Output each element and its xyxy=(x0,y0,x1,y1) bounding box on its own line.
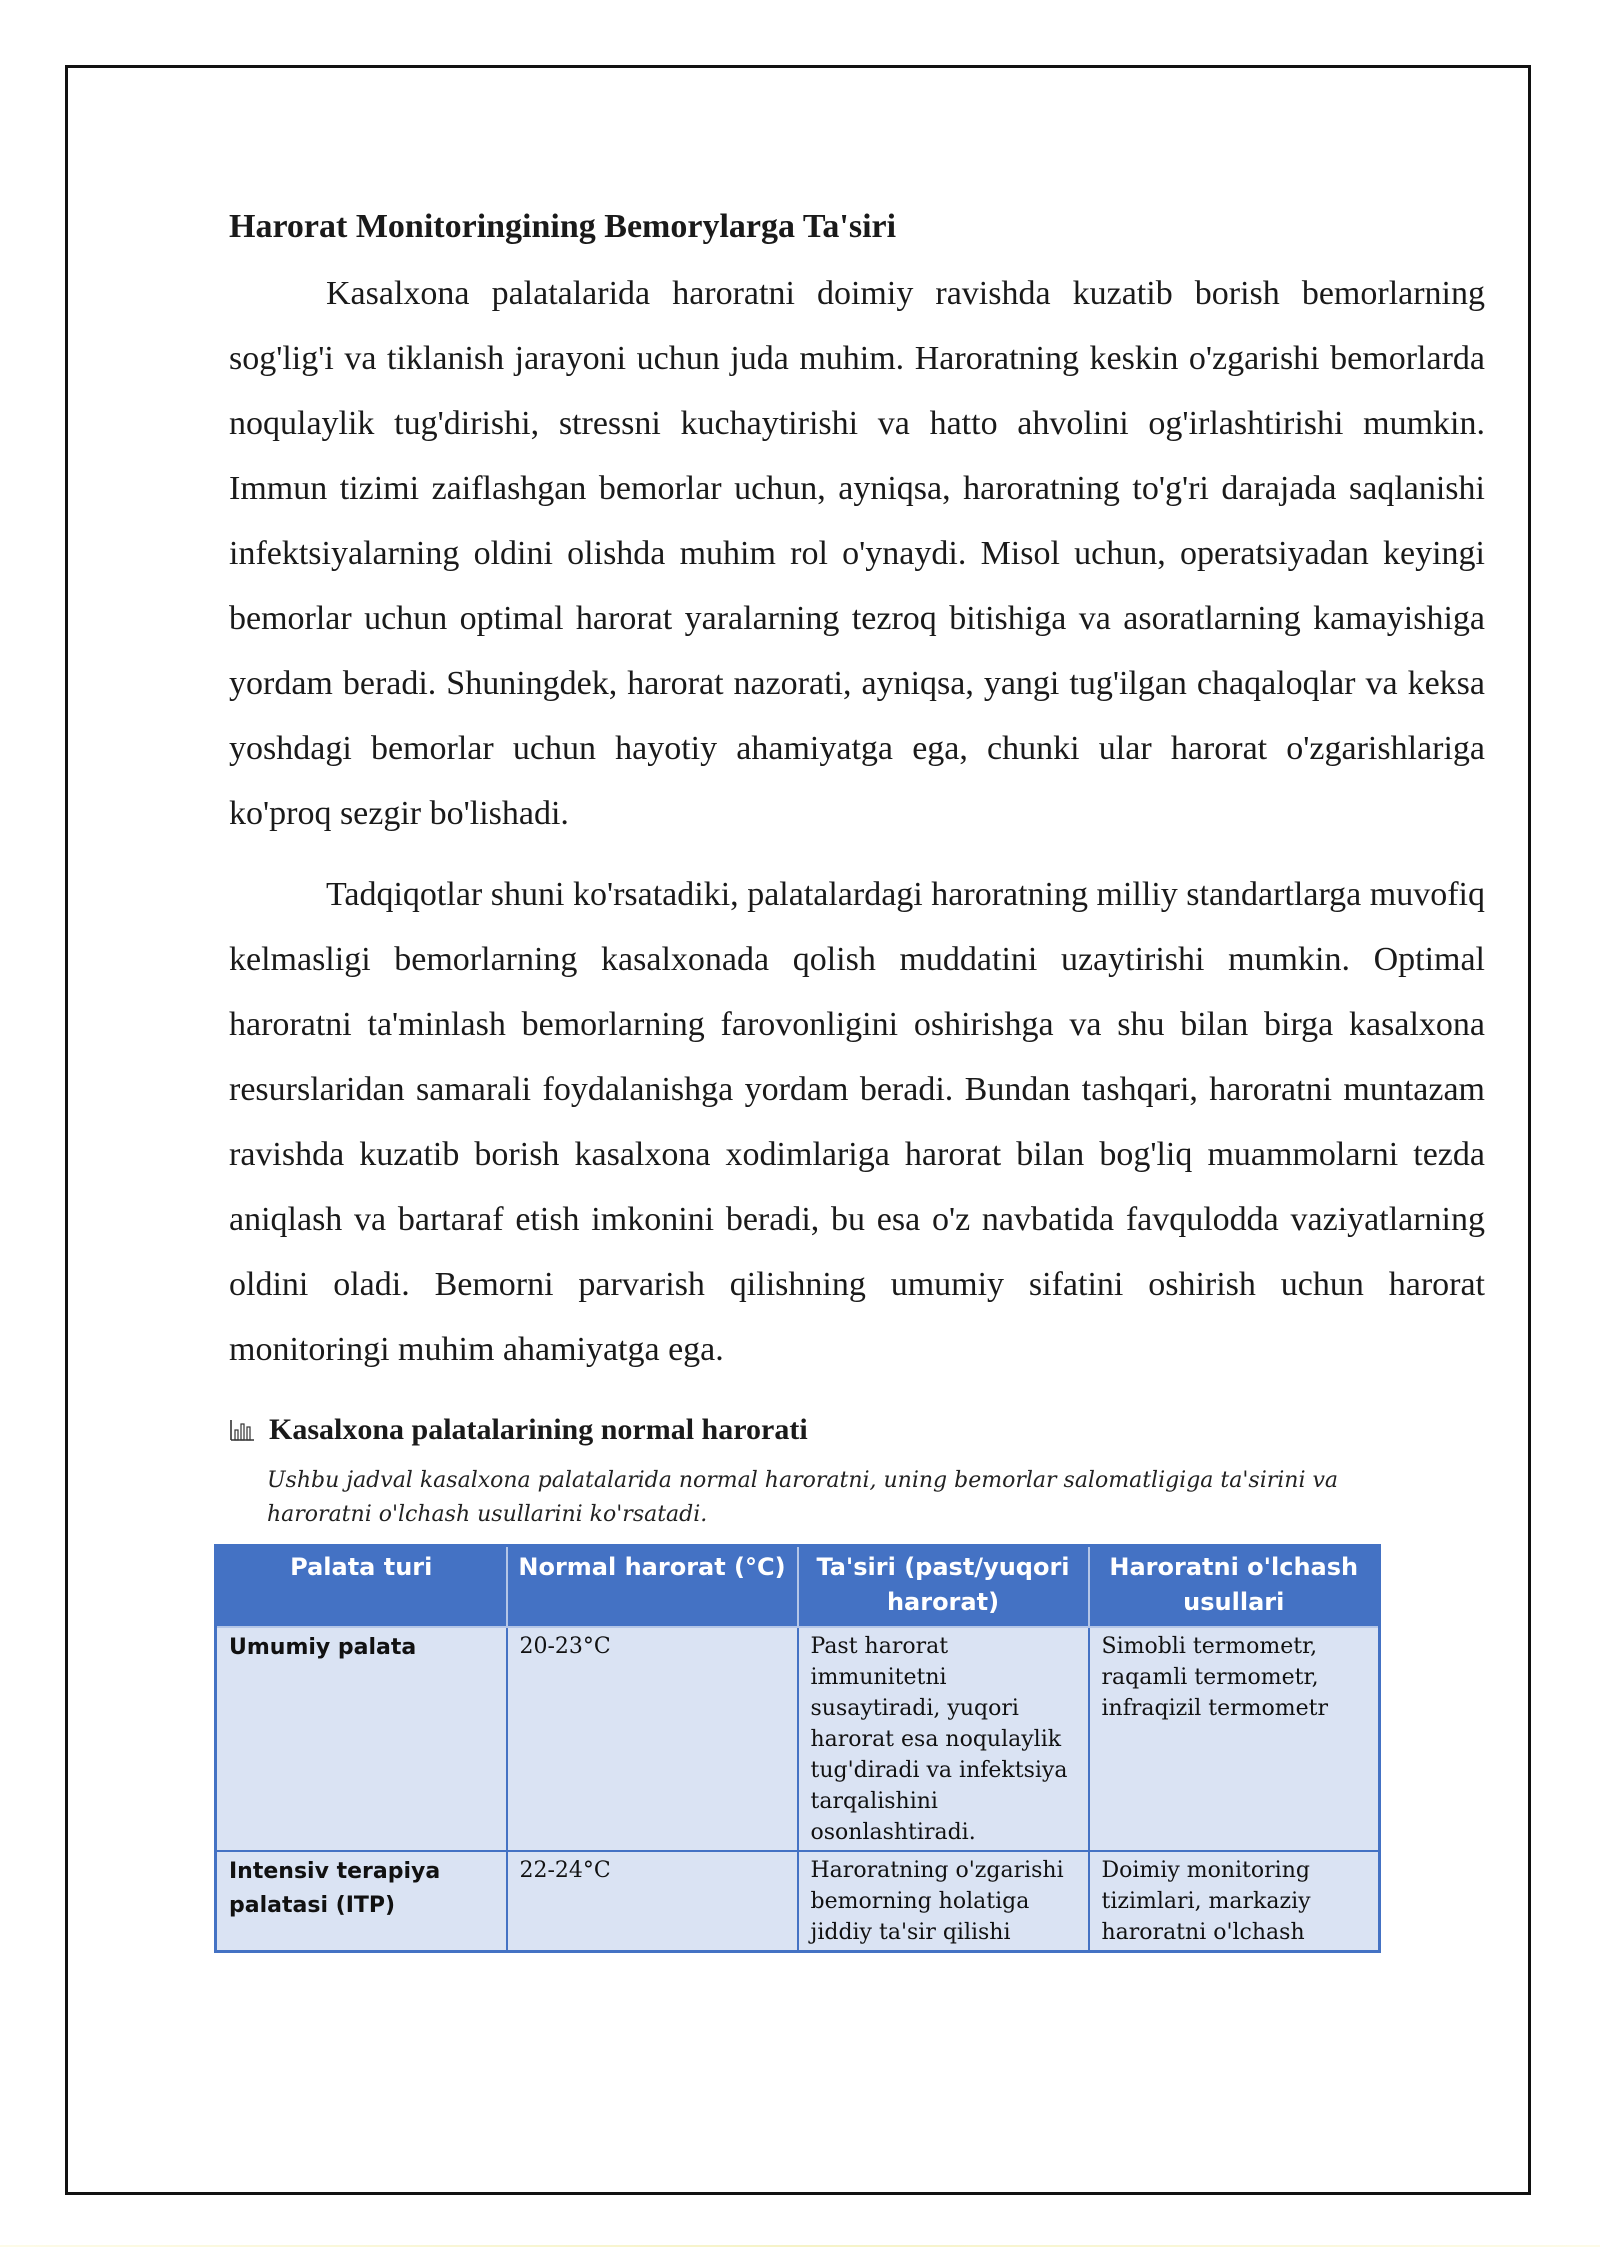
methods-cell: Simobli termometr, raqamli termometr, infraqizil termometr xyxy=(1089,1627,1380,1851)
bar-chart-icon xyxy=(229,1418,257,1442)
column-header: Normal harorat (°C) xyxy=(507,1546,798,1628)
table-row xyxy=(216,1627,1380,1851)
temperature-cell: 20-23°C xyxy=(507,1627,798,1851)
paragraph-1: Kasalxona palatalarida haroratni doimiy ravishda kuzatib borish bemorlarning sog'lig'i va tiklanish jarayoni uchun juda muhim. Haroratning keskin o'zgarishi bemorlarda noqulaylik tug'dirishi, stressni kuchaytirishi va hatto ahvolini og'irlashtirishi mumkin. Immun tizimi zaiflashgan bemorlar uchun, ayniqsa, haroratning to'g'ri darajada saqlanishi infektsiyalarning oldini olishda muhim rol o'ynaydi. Misol uchun, operatsiyadan keyingi bemorlar uchun optimal harorat yaralarning tezroq bitishiga va asoratlarning kamayishiga yordam beradi. Shuningdek, harorat nazorati, ayniqsa, yangi tug'ilgan chaqaloqlar va keksa yoshdagi bemorlar uchun hayotiy ahamiyatga ega, chunki ular harorat o'zgarishlariga ko'proq sezgir bo'lishadi. xyxy=(229,275,1485,832)
effect-cell: Past harorat immunitetni susaytiradi, yuqori harorat esa noqulaylik tug'diradi va infektsiya tarqalishini osonlashtiradi. xyxy=(798,1627,1089,1851)
table-caption: Ushbu jadval kasalxona palatalarida normal haroratni, uning bemorlar salomatligiga ta'sirini va haroratni o'lchash usullarini ko'rsatadi. xyxy=(267,1468,1339,1527)
ward-temperature-table xyxy=(214,1544,1381,1953)
column-header: Haroratni o'lchash usullari xyxy=(1089,1546,1380,1628)
table-row xyxy=(216,1851,1380,1952)
ward-type-cell: Umumiy palata xyxy=(216,1627,507,1851)
column-header: Palata turi xyxy=(216,1546,507,1628)
table-section-heading xyxy=(229,1410,1485,1450)
methods-cell: Doimiy monitoring tizimlari, markaziy haroratni o'lchash xyxy=(1089,1851,1380,1952)
column-header: Ta'siri (past/yuqori harorat) xyxy=(798,1546,1089,1628)
page-bottom-edge xyxy=(0,2245,1600,2247)
document-title: Harorat Monitoringining Bemorylarga Ta'siri xyxy=(229,208,897,245)
table-heading-text: Kasalxona palatalarining normal harorati xyxy=(269,1413,808,1446)
table-header-row xyxy=(216,1546,1380,1628)
effect-cell: Haroratning o'zgarishi bemorning holatiga jiddiy ta'sir qilishi xyxy=(798,1851,1089,1952)
document-body xyxy=(229,195,1485,1953)
paragraph-2: Tadqiqotlar shuni ko'rsatadiki, palatalardagi haroratning milliy standartlarga muvofiq kelmasligi bemorlarning kasalxonada qolish muddatini uzaytirishi mumkin. Optimal haroratni ta'minlash bemorlarning farovonligini oshirishga va shu bilan birga kasalxona resurslaridan samarali foydalanishga yordam beradi. Bundan tashqari, haroratni muntazam ravishda kuzatib borish kasalxona xodimlariga harorat bilan bog'liq muammolarni tezda aniqlash va bartaraf etish imkonini beradi, bu esa o'z navbatida favqulodda vaziyatlarning oldini oladi. Bemorni parvarish qilishning umumiy sifatini oshirish uchun harorat monitoringi muhim ahamiyatga ega. xyxy=(229,876,1485,1368)
temperature-cell: 22-24°C xyxy=(507,1851,798,1952)
ward-type-cell: Intensiv terapiya palatasi (ITP) xyxy=(216,1851,507,1952)
